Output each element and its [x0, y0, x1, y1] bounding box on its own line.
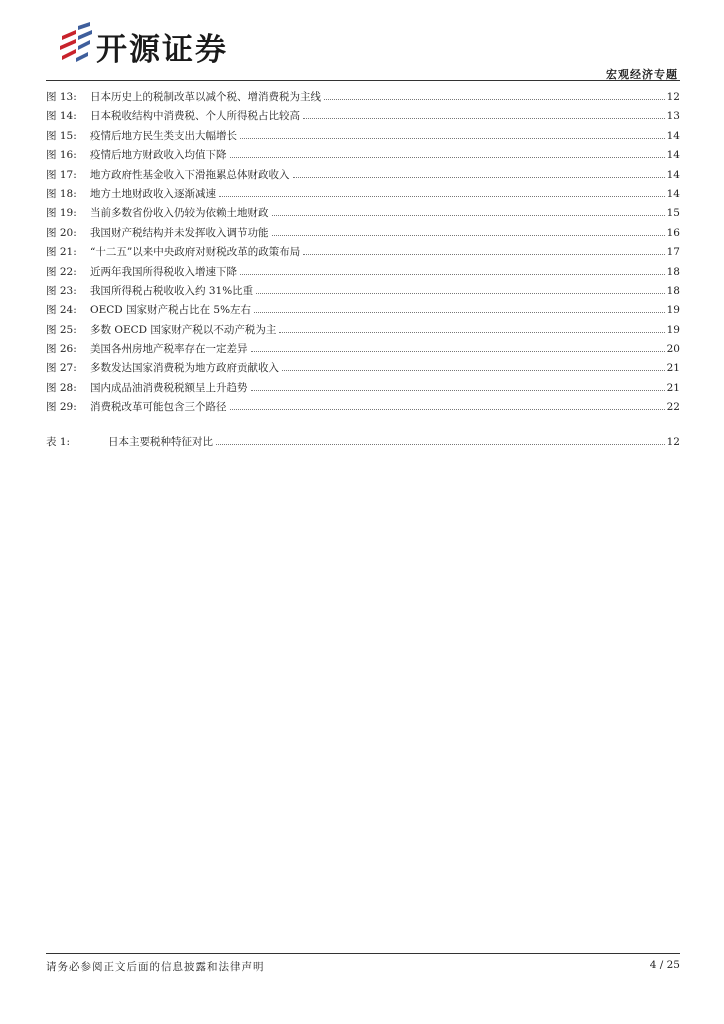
toc-figure-entry[interactable] — [46, 322, 680, 341]
toc-figure-entry-label: 图 16: — [46, 149, 77, 162]
toc-figure-entry[interactable] — [46, 205, 680, 224]
toc-figure-entry-leader — [230, 409, 665, 410]
toc-figure-entry-title: 多数 OECD 国家财产税以不动产税为主 — [90, 323, 277, 336]
toc-figure-entry-leader — [230, 157, 665, 158]
toc-figure-entry-title: “十二五”以来中央政府对财税改革的政策布局 — [90, 246, 301, 259]
toc-table-entry-title: 日本主要税种特征对比 — [108, 436, 213, 448]
toc-figure-entry[interactable] — [46, 108, 680, 127]
toc-figure-entry[interactable] — [46, 167, 680, 186]
toc-figure-entry-label: 图 22: — [46, 265, 77, 278]
toc-figure-entry-title: 日本历史上的税制改革以减个税、增消费税为主线 — [90, 91, 321, 103]
figure-list — [46, 89, 680, 419]
toc-figure-entry-page: 14 — [666, 168, 680, 181]
toc-figure-entry-label: 图 29: — [46, 401, 77, 414]
toc-figure-entry-title: 国内成品油消费税税额呈上升趋势 — [90, 381, 248, 394]
footer-divider — [46, 953, 680, 954]
toc-figure-entry-page: 20 — [666, 343, 680, 356]
page-number: 4 / 25 — [649, 959, 680, 971]
toc-figure-entry-label: 图 14: — [46, 110, 77, 123]
toc-figure-entry-label: 图 25: — [46, 323, 77, 336]
toc-figure-entry-label: 图 17: — [46, 168, 77, 181]
toc-figure-entry-label: 图 15: — [46, 129, 77, 142]
toc-figure-entry[interactable] — [46, 399, 680, 418]
company-logo — [58, 20, 278, 70]
toc-figure-entry[interactable] — [46, 302, 680, 321]
toc-figure-entry-label: 图 18: — [46, 187, 77, 200]
toc-figure-entry[interactable] — [46, 380, 680, 399]
toc-figure-entry[interactable] — [46, 128, 680, 147]
toc-figure-entry-page: 14 — [666, 129, 680, 142]
toc-figure-entry-leader — [293, 177, 665, 178]
toc-figure-entry-page: 18 — [666, 265, 680, 278]
toc-figure-entry-leader — [324, 99, 665, 100]
toc-figure-entry[interactable] — [46, 341, 680, 360]
toc-figure-entry-label: 图 20: — [46, 226, 77, 239]
toc-figure-entry-page: 17 — [666, 246, 680, 259]
toc-figure-entry-title: 美国各州房地产税率存在一定差异 — [90, 343, 248, 356]
toc-table-entry[interactable] — [46, 434, 680, 453]
toc-figure-entry-label: 图 28: — [46, 381, 77, 394]
toc-figure-entry-leader — [272, 215, 665, 216]
toc-figure-entry-title: 当前多数省份收入仍较为依赖土地财政 — [90, 207, 269, 220]
report-type: 宏观经济专题 — [606, 68, 678, 81]
logo-mark-icon — [58, 22, 94, 68]
toc-figure-entry-title: 我国所得税占税收收入约 31%比重 — [90, 284, 254, 297]
toc-figure-entry-leader — [219, 196, 665, 197]
toc-figure-entry-leader — [272, 235, 665, 236]
toc-figure-entry-page: 12 — [666, 91, 680, 103]
toc-figure-entry-title: 我国财产税结构并未发挥收入调节功能 — [90, 226, 269, 239]
toc-table-entry-leader — [216, 444, 665, 445]
toc-figure-entry-title: 多数发达国家消费税为地方政府贡献收入 — [90, 362, 279, 375]
toc-figure-entry-page: 15 — [666, 207, 680, 220]
toc-figure-entry-label: 图 26: — [46, 343, 77, 356]
toc-figure-entry-leader — [254, 312, 665, 313]
toc-table-entry-label: 表 1: — [46, 436, 71, 448]
toc-figure-entry-page: 14 — [666, 149, 680, 162]
toc-figure-entry-title: 地方政府性基金收入下滑拖累总体财政收入 — [90, 168, 290, 181]
toc-figure-entry-label: 图 27: — [46, 362, 77, 375]
toc-figure-entry[interactable] — [46, 89, 680, 108]
toc-figure-entry[interactable] — [46, 186, 680, 205]
header-divider — [46, 80, 680, 81]
toc-figure-entry-leader — [303, 254, 664, 255]
toc-figure-entry-label: 图 21: — [46, 246, 77, 259]
toc-figure-entry-label: 图 24: — [46, 304, 77, 317]
toc-figure-entry-leader — [282, 370, 665, 371]
toc-figure-entry-leader — [251, 390, 665, 391]
logo-text: 开源证券 — [96, 32, 228, 68]
footer-disclaimer: 请务必参阅正文后面的信息披露和法律声明 — [46, 961, 265, 973]
toc-table-entry-page: 12 — [666, 436, 680, 448]
toc-figure-entry[interactable] — [46, 147, 680, 166]
toc-figure-entry[interactable] — [46, 225, 680, 244]
toc-figure-entry-page: 19 — [666, 323, 680, 336]
toc-figure-entry-page: 19 — [666, 304, 680, 317]
toc-figure-entry-page: 22 — [666, 401, 680, 414]
toc-figure-entry-leader — [240, 138, 665, 139]
toc-figure-entry-page: 21 — [666, 381, 680, 394]
toc-figure-entry-leader — [240, 274, 665, 275]
page-header — [0, 0, 724, 90]
toc-figure-entry[interactable] — [46, 264, 680, 283]
toc-figure-entry-page: 13 — [666, 110, 680, 123]
toc-figure-entry-leader — [251, 351, 665, 352]
toc-figure-entry-leader — [303, 118, 665, 119]
toc-figure-entry-page: 18 — [666, 284, 680, 297]
toc-figure-entry-leader — [256, 293, 664, 294]
toc-figure-entry-title: 地方土地财政收入逐渐减速 — [90, 187, 216, 200]
toc-figure-entry-title: 日本税收结构中消费税、个人所得税占比较高 — [90, 110, 300, 123]
toc-figure-entry-title: 疫情后地方民生类支出大幅增长 — [90, 129, 237, 142]
toc-figure-entry-label: 图 23: — [46, 284, 77, 297]
toc-figure-entry-page: 16 — [666, 226, 680, 239]
table-list — [46, 434, 680, 453]
toc-figure-entry-page: 21 — [666, 362, 680, 375]
toc-figure-entry-title: 疫情后地方财政收入均值下降 — [90, 149, 227, 162]
toc-figure-entry-page: 14 — [666, 187, 680, 200]
toc-figure-entry-leader — [279, 332, 664, 333]
toc-figure-entry-title: OECD 国家财产税占比在 5%左右 — [90, 304, 252, 317]
toc-figure-entry[interactable] — [46, 244, 680, 263]
toc-figure-entry[interactable] — [46, 283, 680, 302]
toc-figure-entry-label: 图 13: — [46, 91, 77, 103]
toc-figure-entry-title: 近两年我国所得税收入增速下降 — [90, 265, 237, 278]
toc-figure-entry-title: 消费税改革可能包含三个路径 — [90, 401, 227, 414]
toc-figure-entry-label: 图 19: — [46, 207, 77, 220]
toc-figure-entry[interactable] — [46, 360, 680, 379]
